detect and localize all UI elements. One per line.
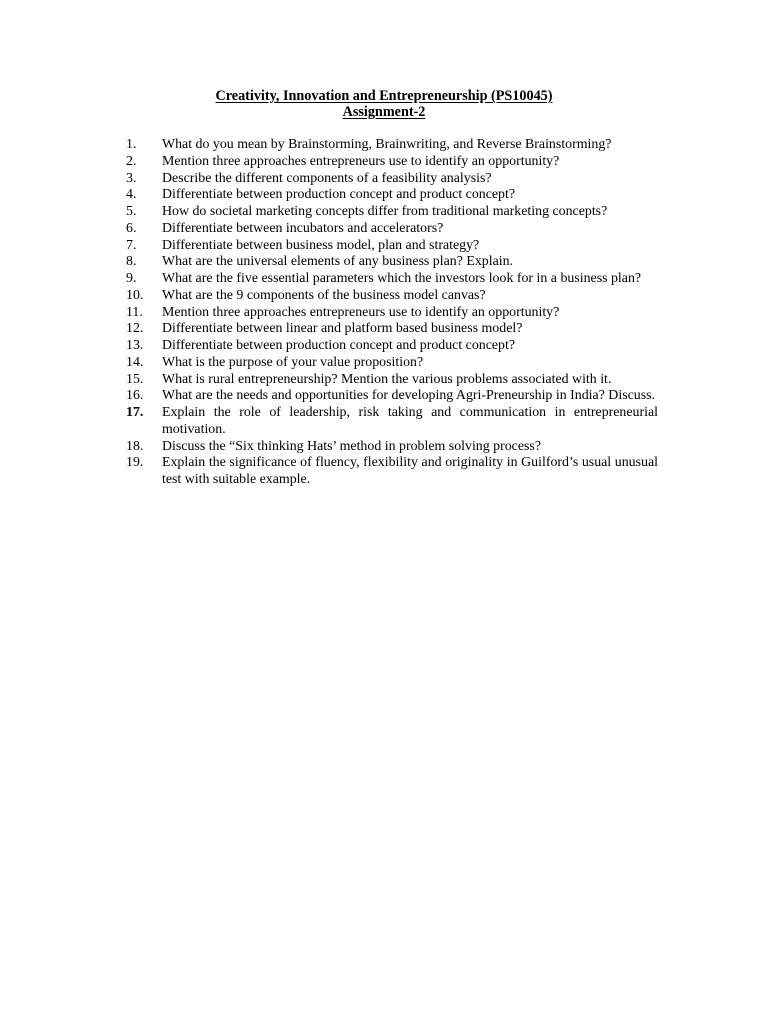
question-number: 8. [126, 254, 137, 270]
question-number: 19. [126, 455, 144, 471]
question-number: 18. [126, 438, 144, 454]
question-text: Differentiate between production concept and product concept? [162, 187, 516, 203]
question-number: 15. [126, 371, 144, 387]
question-text: What is the purpose of your value proposition? [162, 354, 424, 370]
question-text: Mention three approaches entrepreneurs use to identify an opportunity? [162, 153, 560, 169]
question-item [126, 204, 658, 221]
question-item [126, 271, 658, 288]
document-subtitle: Assignment-2 [342, 104, 426, 120]
question-text: What are the universal elements of any business plan? Explain. [162, 254, 514, 270]
question-number: 17. [126, 405, 144, 420]
question-text: Mention three approaches entrepreneurs use to identify an opportunity? [162, 304, 560, 320]
question-text: Discuss the “Six thinking Hats’ method in problem solving process? [162, 438, 541, 454]
question-item [126, 288, 658, 305]
question-item [126, 372, 658, 389]
question-text: Explain the role of leadership, risk taking and communication in entrepreneurial motivation. [162, 405, 658, 437]
question-number: 5. [126, 204, 137, 219]
question-item [126, 405, 658, 439]
question-number: 10. [126, 287, 144, 303]
question-number: 4. [126, 187, 137, 203]
question-number: 7. [126, 237, 137, 253]
question-item [126, 321, 658, 338]
question-list [126, 137, 658, 489]
question-item [126, 355, 658, 372]
question-text: Differentiate between business model, plan and strategy? [162, 237, 480, 253]
question-item [126, 221, 658, 238]
question-item [126, 305, 658, 322]
title-block [0, 88, 768, 120]
question-number: 14. [126, 354, 144, 370]
question-text: How do societal marketing concepts differ from traditional marketing concepts? [162, 204, 608, 219]
question-number: 16. [126, 388, 144, 404]
question-text: Describe the different components of a feasibility analysis? [162, 170, 492, 186]
question-text: What is rural entrepreneurship? Mention the various problems associated with it. [162, 371, 612, 387]
question-text: Explain the significance of fluency, flexibility and originality in Guilford’s usual unusual test with suitable example. [162, 455, 658, 487]
question-number: 3. [126, 170, 137, 186]
question-item [126, 455, 658, 489]
question-text: Differentiate between production concept and product concept? [162, 338, 516, 353]
question-item [126, 254, 658, 271]
question-text: What are the 9 components of the business model canvas? [162, 287, 486, 303]
question-item [126, 338, 658, 355]
question-item [126, 171, 658, 188]
question-item [126, 439, 658, 456]
question-number: 9. [126, 271, 137, 286]
question-item [126, 238, 658, 255]
question-number: 13. [126, 338, 144, 353]
question-item [126, 388, 658, 405]
question-item [126, 154, 658, 171]
question-number: 11. [126, 304, 143, 320]
question-item [126, 137, 658, 154]
document-title: Creativity, Innovation and Entrepreneurship (PS10045) [215, 88, 553, 104]
question-item [126, 187, 658, 204]
question-number: 12. [126, 321, 144, 337]
question-number: 1. [126, 137, 137, 152]
question-text: What are the five essential parameters which the investors look for in a business plan? [162, 271, 642, 286]
question-text: What do you mean by Brainstorming, Brainwriting, and Reverse Brainstorming? [162, 137, 612, 152]
question-text: Differentiate between linear and platform based business model? [162, 321, 523, 337]
question-text: What are the needs and opportunities for developing Agri-Preneurship in India? Discuss. [162, 388, 655, 404]
question-number: 2. [126, 153, 137, 169]
question-text: Differentiate between incubators and accelerators? [162, 220, 444, 236]
question-number: 6. [126, 220, 137, 236]
